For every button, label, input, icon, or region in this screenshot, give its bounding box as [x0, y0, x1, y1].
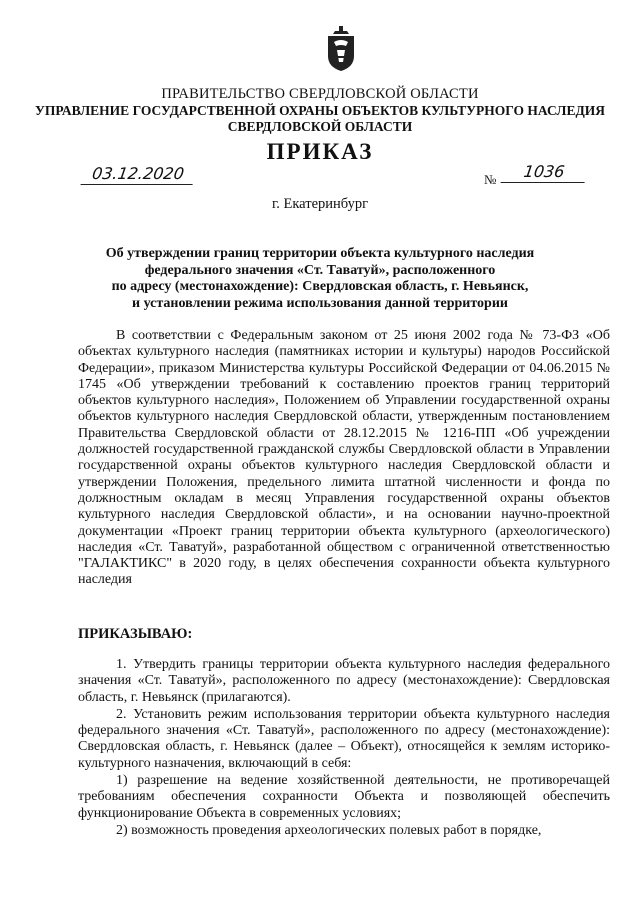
title-line: федерального значения «Ст. Таватуй», расположенного	[144, 262, 496, 278]
preamble-paragraph: В соответствии с Федеральным законом от 25 июня 2002 года № 73-ФЗ «Об объектах культурного наследия (памятниках истории и культуры) народов Российской Федерации», приказом Министерства культуры Российской Федерации от 04.06.2015 № 1745 «Об утверждении требований к составлению проектов границ территорий объектов культурного наследия», Положением об Управлении государственной охраны объектов культурного наследия Свердловской области, утвержденным постановлением Правительства Свердловской области от 28.12.2015 № 1216-ПП «Об учреждении должностей государственной гражданской службы Свердловской области в Управлении государственной охраны объектов культурного наследия Свердловской области и утверждении Положения, предельного лимита штатной численности и фонда по должностным окладам в месяц Управления государственной охраны объектов культурного наследия Свердловской области», и на основании научно-проектной документации «Проект границ территории объекта культурного (археологического) наследия «Ст. Таватуй», разработанной обществом с ограниченной ответственностью "ГАЛАКТИКС" в 2020 году, в целях обеспечения сохранности объекта культурного наследия	[78, 328, 610, 588]
number-label: №	[484, 172, 497, 187]
order-item-2: 2. Установить режим использования территории объекта культурного наследия федерального значения «Ст. Таватуй», расположенного по адресу (местонахождение): Свердловская область, г. Невьянск (далее – Объект), относящейся к землям историко-культурного назначения, включающий в себя:	[78, 706, 610, 771]
order-word: ПРИКАЗЫВАЮ:	[78, 626, 193, 642]
coat-of-arms-icon	[326, 26, 356, 72]
preamble-section	[78, 328, 610, 589]
government-name: ПРАВИТЕЛЬСТВО СВЕРДЛОВСКОЙ ОБЛАСТИ	[161, 86, 479, 102]
department-line: УПРАВЛЕНИЕ ГОСУДАРСТВЕННОЙ ОХРАНЫ ОБЪЕКТОВ КУЛЬТУРНОГО НАСЛЕДИЯ	[34, 103, 606, 118]
order-subitem-1: 1) разрешение на ведение хозяйственной деятельности, не противоречащей требованиям обеспечения сохранности Объекта и позволяющей обеспечить функционирование Объекта в современных условиях;	[78, 773, 610, 821]
title-line: Об утверждении границ территории объекта культурного наследия	[105, 246, 535, 261]
city: г. Екатеринбург	[271, 196, 369, 212]
order-item-1: 1. Утвердить границы территории объекта культурного наследия федерального значения «Ст. Таватуй», расположенного по адресу (местонахождение): Свердловская область, г. Невьянск (прилагаются).	[78, 657, 610, 705]
title-line: и установлении режима использования данной территории	[132, 295, 508, 311]
department-line: СВЕРДЛОВСКОЙ ОБЛАСТИ	[227, 119, 413, 134]
handwritten-date: 03.12.2020	[81, 164, 196, 185]
order-subitem-2: 2) возможность проведения археологических полевых работ в порядке,	[116, 822, 542, 838]
document-type: ПРИКАЗ	[266, 139, 374, 164]
handwritten-number: 1036	[501, 162, 588, 183]
department-name	[0, 103, 640, 135]
document-title	[0, 246, 640, 312]
order-items	[78, 657, 610, 840]
title-line: по адресу (местонахождение): Свердловская область, г. Невьянск,	[111, 279, 529, 294]
